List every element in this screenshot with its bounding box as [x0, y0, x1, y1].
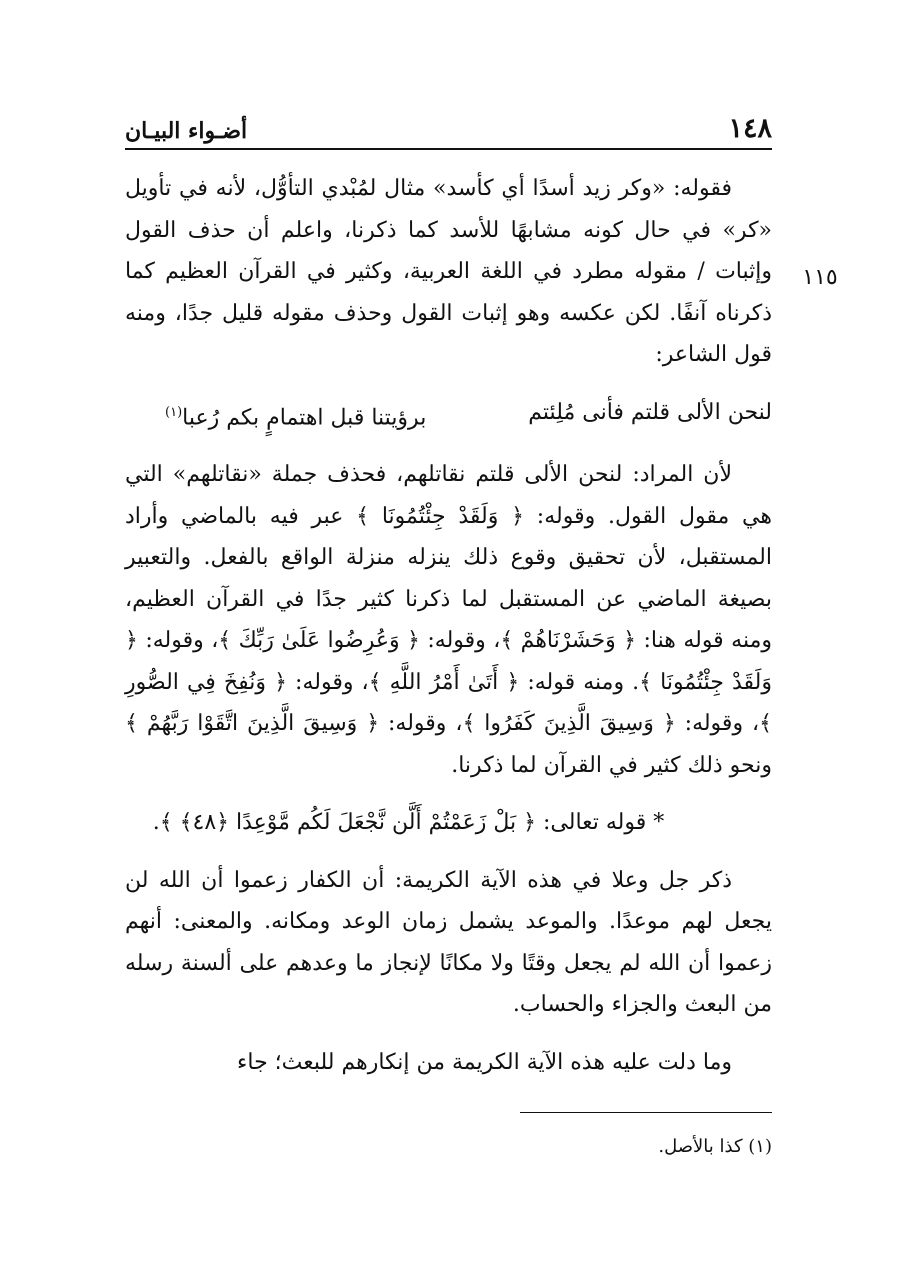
page-header: [125, 108, 772, 150]
poetry-verse: [125, 392, 772, 439]
footnote-divider: [520, 1112, 772, 1113]
page-number: ١٤٨: [728, 113, 772, 144]
verse-second-text: برؤيتنا قبل اهتمامٍ بكم رُعبا: [182, 404, 427, 430]
ayah-heading: * قوله تعالى: ﴿ بَلْ زَعَمْتُمْ أَلَّن نَّجْعَلَ لَكُم مَّوْعِدًا ﴿٤٨﴾ ﴾.: [152, 810, 665, 836]
paragraph-3: ذكر جل وعلا في هذه الآية الكريمة: أن الكفار زعموا أن الله لن يجعل لهم موعدًا. والموعد يشمل زمان الوعد ومكانه. والمعنى: أنهم زعموا أن الله لم يجعل وقتًا ولا مكانًا لإنجاز ما وعدهم على ألسنة رسله من البعث والجزاء والحساب.: [125, 867, 772, 1018]
verse-second-hemistich: [165, 392, 426, 439]
margin-page-marker: ١١٥: [802, 265, 838, 290]
paragraph-1: فقوله: «وكر زيد أسدًا أي كأسد» مثال لمُبْدي التأوُّل، لأنه في تأويل «كر» في حال كونه مشابهًا للأسد كما ذكرنا، واعلم أن حذف القول وإثبات / مقوله مطرد في اللغة العربية، وكثير في القرآن العظيم كما ذكرناه آنفًا. لكن عكسه وهو إثبات القول وحذف مقوله قليل جدًا، ومنه قول الشاعر:: [125, 176, 772, 367]
book-title: أضـواء البيـان: [125, 118, 248, 144]
main-text: [125, 168, 772, 1083]
paragraph-2: لأن المراد: لنحن الألى قلتم نقاتلهم، فحذف جملة «نقاتلهم» التي هي مقول القول. وقوله: ﴿ وَلَقَدْ جِئْتُمُونَا ﴾ عبر فيه بالماضي وأراد المستقبل، لأن تحقيق وقوع ذلك ينزله منزلة الواقع بالفعل. والتعبير بصيغة الماضي عن المستقبل لما ذكرنا كثير جدًا في القرآن العظيم، ومنه قوله هنا: ﴿ وَحَشَرْنَاهُمْ ﴾، وقوله: ﴿ وَعُرِضُوا عَلَىٰ رَبِّكَ ﴾، وقوله: ﴿ وَلَقَدْ جِئْتُمُونَا ﴾. ومنه قوله: ﴿ أَتَىٰ أَمْرُ اللَّهِ ﴾، وقوله: ﴿ وَنُفِخَ فِي الصُّورِ ﴾، وقوله: ﴿ وَسِيقَ الَّذِينَ كَفَرُوا ﴾، وقوله: ﴿ وَسِيقَ الَّذِينَ اتَّقَوْا رَبَّهُمْ ﴾ ونحو ذلك كثير في القرآن لما ذكرنا.: [125, 462, 772, 778]
footnote-marker: (١): [165, 404, 183, 420]
paragraph-4: وما دلت عليه هذه الآية الكريمة من إنكارهم للبعث؛ جاء: [237, 1049, 732, 1075]
footnote: (١) كذا بالأصل.: [658, 1136, 772, 1157]
verse-first-hemistich: لنحن الألى قلتم فأنى مُلِئتم: [528, 399, 772, 425]
